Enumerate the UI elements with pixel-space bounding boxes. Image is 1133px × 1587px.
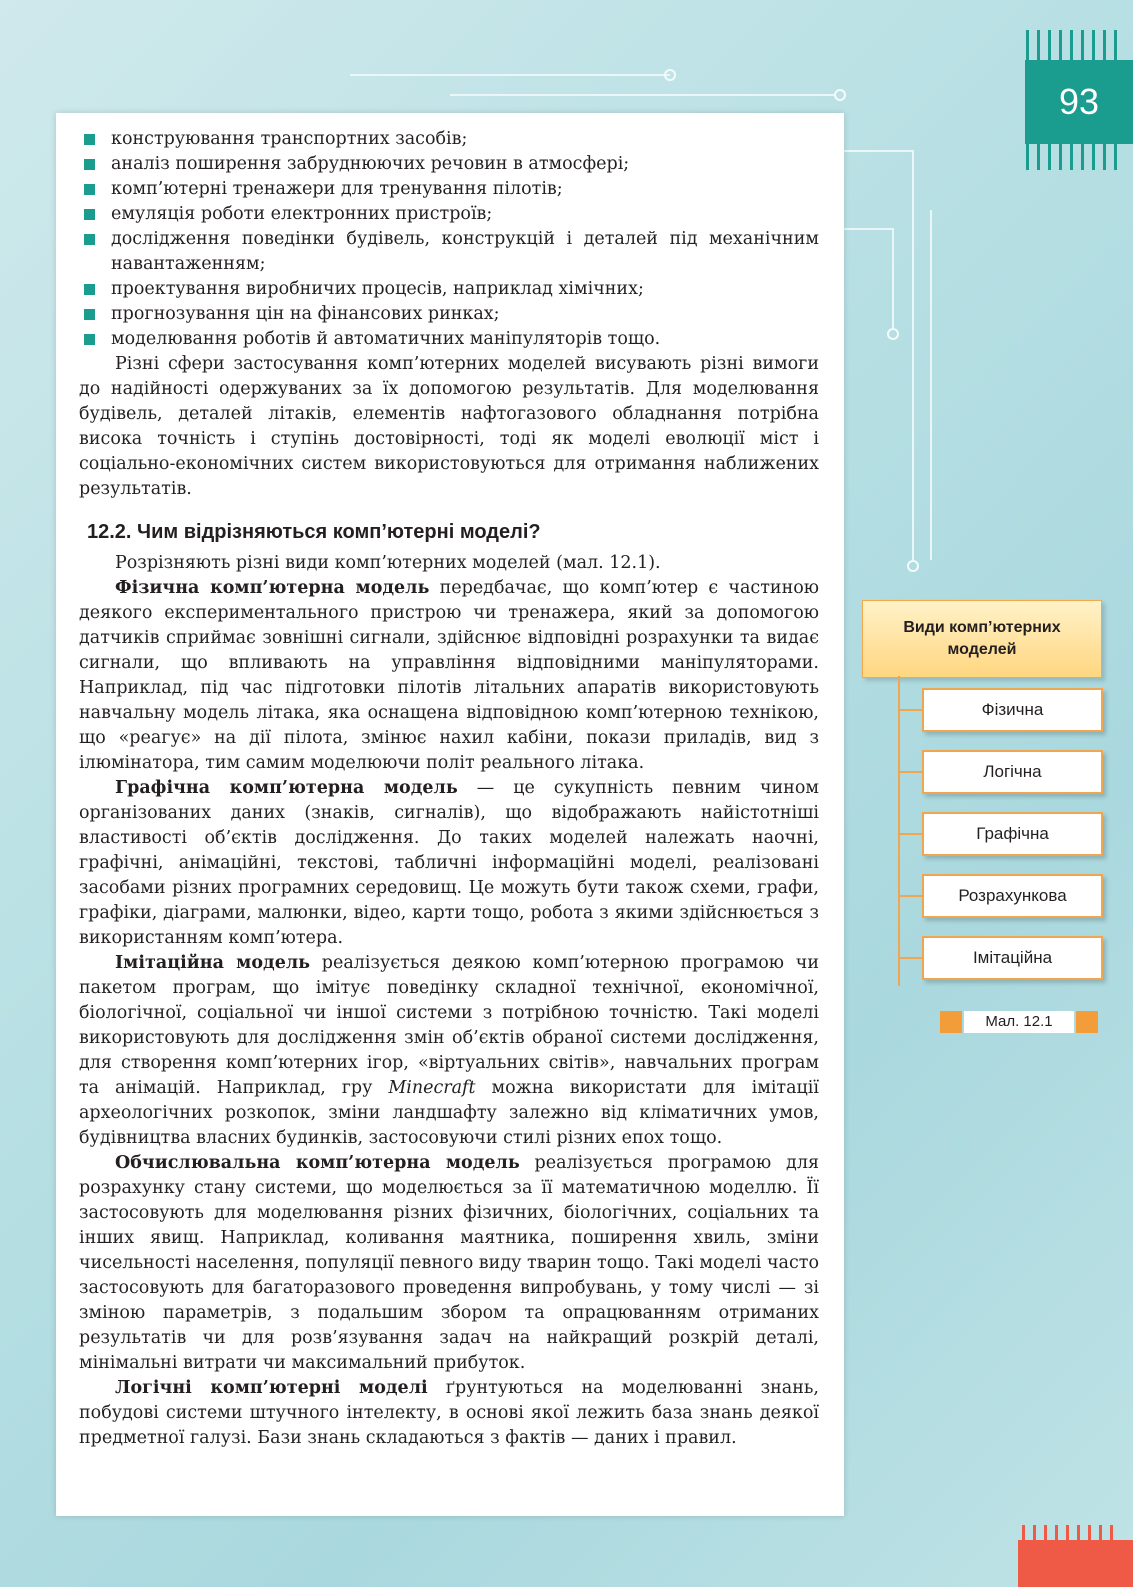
section-heading: 12.2. Чим відрізняються комп’ютерні моделі? [87, 521, 541, 543]
figure-caption [940, 1011, 1098, 1033]
circuit-line [844, 150, 914, 152]
page-badge-comb-bottom [1026, 144, 1117, 170]
paragraph-types: Розрізняють різні види комп’ютерних моделей (мал. 12.1). [115, 553, 661, 573]
diagram-branch-line [898, 709, 922, 711]
list-item: проектування виробничих процесів, наприклад хімічних; [79, 277, 819, 302]
circuit-line [450, 94, 835, 96]
paragraph-physical [79, 576, 819, 776]
paragraph-computational [79, 1151, 819, 1376]
circuit-node [834, 89, 846, 101]
list-item: комп’ютерні тренажери для тренування пілотів; [79, 177, 819, 202]
list-item: конструювання транспортних засобів; [79, 127, 819, 152]
paragraph-imitation [79, 951, 819, 1151]
caption-square-right [1076, 1011, 1098, 1033]
circuit-line [930, 210, 932, 560]
model-types-diagram [862, 600, 1102, 1040]
circuit-node [907, 560, 919, 572]
list-item: прогнозування цін на фінансових ринках; [79, 302, 819, 327]
imitation-text-after: можна використати для імітації археологічних розкопок, зміни ландшафту залежно від кліматичних умов, будівництва власних будинків, застосовуючи стилі різних епох тощо. [79, 1078, 819, 1148]
paragraph-intro: Різні сфери застосування комп’ютерних моделей висувають різні вимоги до надійності одержуваних за їх допомогою результатів. Для моделювання будівель, деталей літаків, елементів нафтогазового обладнання потрібна висока точність і ступінь достовірності, тоді як моделі еволюції міст і соціально-економічних систем використовуються для отримання наближених результатів. [79, 354, 819, 499]
diagram-branch-line [898, 833, 922, 835]
imitation-text-before: реалізується деякою комп’ютерною програмою чи пакетом програм, що імітує поведінку складної технічної, економічної, біологічної, соціальної чи іншої системи з потрібною точністю. Такі моделі використовують для дослідження змін об’єктів обраної системи дослідження, для створення комп’ютерних ігор, «віртуальних світів», навчальних програм та анімацій. Наприклад, гру [79, 953, 819, 1098]
diagram-branch-line [898, 895, 922, 897]
minecraft-italic: Minecraft [388, 1078, 476, 1098]
circuit-line [844, 228, 894, 230]
diagram-title: Види комп’ютерних моделей [862, 600, 1102, 678]
list-item: емуляція роботи електронних пристроїв; [79, 202, 819, 227]
diagram-box-computational: Розрахункова [922, 874, 1103, 918]
diagram-box-graphic: Графічна [922, 812, 1103, 856]
paragraph-graphic [79, 776, 819, 951]
physical-text: передбачає, що комп’ютер є частиною деякого експериментального пристрою чи тренажера, який за допомогою датчиків сприймає зовнішні сигнали, здійснює відповідні розрахунки та видає сигнали, що впливають на управління відповідними маніпуляторами. Наприклад, під час підготовки пілотів літальних апаратів використовують навчальну модель літака, яка оснащена відповідною комп’ютерною технікою, що «реагує» на дії пілота, змінює нахил кабіни, покази приладів, вид з ілюмінатора, тим самим моделюючи політ реального літака. [79, 578, 820, 773]
list-item: аналіз поширення забруднюючих речовин в атмосфері; [79, 152, 819, 177]
term-computational: Обчислювальна комп’ютерна модель [115, 1153, 520, 1173]
body-text [79, 127, 819, 1451]
list-item: моделювання роботів й автоматичних маніпуляторів тощо. [79, 327, 819, 352]
term-logical: Логічні комп’ютерні моделі [115, 1378, 428, 1398]
page-badge-comb-top [1026, 30, 1117, 60]
circuit-line [912, 150, 914, 560]
term-graphic: Графічна комп’ютерна модель [115, 778, 458, 798]
circuit-line [892, 228, 894, 328]
red-corner-block [1018, 1540, 1133, 1587]
computational-text: реалізується програмою для розрахунку стану системи, що моделюється за її математичною моделлю. Її застосовують для моделювання різних фізичних, біологічних, соціальних та інших явищ. Наприклад, коливання маятника, поширення хвиль, зміни чисельності населення, популяції певного виду тварин тощо. Такі моделі часто застосовують для багаторазового проведення випробувань, у тому числі — зі зміною параметрів, з подальшим збором та опрацюванням отриманих результатів чи для розв’язування задач на найкращий розкрій деталі, мінімальні витрати чи максимальний прибуток. [79, 1153, 819, 1373]
list-item: дослідження поведінки будівель, конструкцій і деталей під механічним навантаженням; [79, 227, 819, 277]
term-imitation: Імітаційна модель [115, 953, 311, 973]
circuit-line [350, 74, 670, 76]
diagram-box-imitation: Імітаційна [922, 936, 1103, 980]
caption-square-left [940, 1011, 962, 1033]
diagram-box-physical: Фізична [922, 688, 1103, 732]
diagram-trunk-line [898, 676, 900, 986]
graphic-text: — це сукупність певним чином організованих даних (знаків, сигналів), що відображають найістотніші властивості об’єктів дослідження. До таких моделей належать наочні, графічні, анімаційні, текстові, табличні інформаційні моделі, реалізовані засобами різних програмних середовищ. Це можуть бути також схеми, графи, графіки, діаграми, малюнки, відео, карти тощо, робота з якими здійснюється з використанням комп’ютера. [79, 778, 819, 948]
red-comb [1022, 1525, 1113, 1540]
logical-text: ґрунтуються на моделюванні знань, побудові системи штучного інтелекту, в основі якої лежить база знань деякої предметної галузі. Бази знань складаються з фактів — даних і правил. [79, 1378, 819, 1448]
diagram-branch-line [898, 957, 922, 959]
paragraph-logical [79, 1376, 819, 1451]
bullet-list [79, 127, 819, 352]
page-number: 93 [1025, 60, 1133, 144]
caption-label: Мал. 12.1 [964, 1011, 1074, 1033]
diagram-box-logical: Логічна [922, 750, 1103, 794]
circuit-node [664, 69, 676, 81]
diagram-branch-line [898, 771, 922, 773]
term-physical: Фізична комп’ютерна модель [115, 578, 430, 598]
text-panel [56, 113, 844, 1516]
circuit-node [887, 328, 899, 340]
